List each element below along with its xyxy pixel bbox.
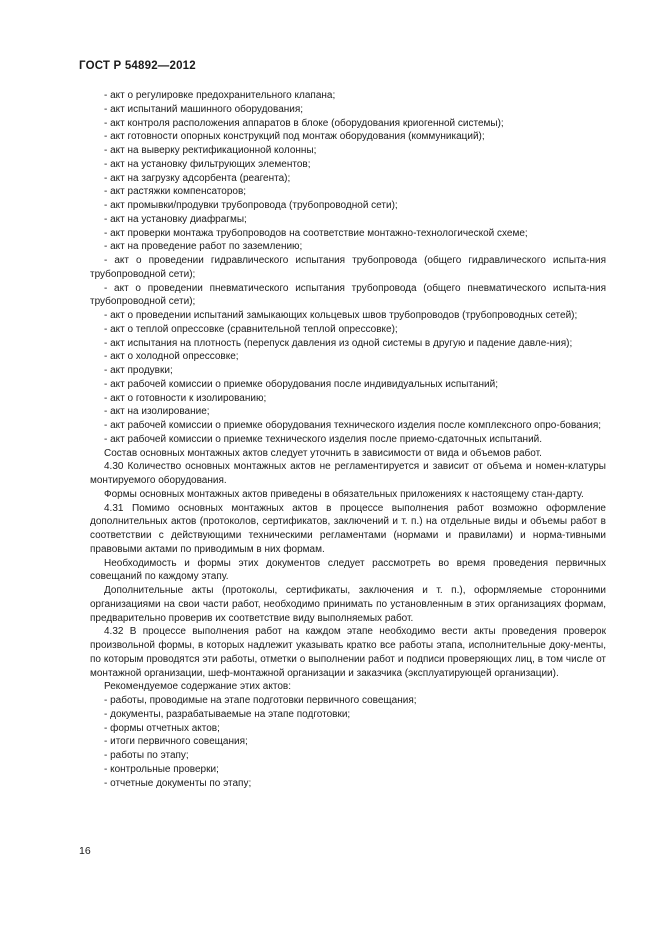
list-item: - акт контроля расположения аппаратов в блоке (оборудования криогенной системы); xyxy=(104,117,504,129)
list-item: - акт испытания на плотность (перепуск давления из одной системы в другую и падение давле-ния); xyxy=(104,337,573,349)
list-item: - акт о регулировке предохранительного клапана; xyxy=(104,90,336,101)
list-item: - документы, разрабатываемые на этапе подготовки; xyxy=(104,708,351,720)
document-header: ГОСТ Р 54892—2012 xyxy=(79,60,196,72)
list-item: - акт рабочей комиссии о приемке оборудования после индивидуальных испытаний; xyxy=(104,378,498,390)
paragraph: Формы основных монтажных актов приведены в обязательных приложениях к настоящему стан-дарту. xyxy=(104,488,584,500)
paragraph: Состав основных монтажных актов следует уточнить в зависимости от вида и объемов работ. xyxy=(104,447,542,459)
list-item: - акт о готовности к изолированию; xyxy=(104,392,267,404)
list-item: - акт о теплой опрессовке (сравнительной теплой опрессовке); xyxy=(104,323,398,335)
list-item: - акт на выверку ректификационной колонны; xyxy=(104,145,317,156)
section-4-32: 4.32 В процессе выполнения работ на каждом этапе необходимо вести акты проведения проверок произвольной формы, в которых надлежит указывать кратко все работы этапа, исполнительные доку-менты, по которым проводятся эти работы, отметки о выполнении работ и подписи проверяющих лиц, в том числе от монтажной организации, шеф-монтажной организации и заказчика (эксплуатирующей организации). xyxy=(90,626,606,679)
list-item: - акт растяжки компенсаторов; xyxy=(104,186,247,198)
list-item: - контрольные проверки; xyxy=(104,763,219,775)
list-item: - акт о проведении гидравлического испытания трубопровода (общего гидравлического испыта-ния трубопроводной сети); xyxy=(90,255,606,280)
list-item: - акт на изолирование; xyxy=(104,406,210,418)
list-item: - акт продувки; xyxy=(104,365,173,376)
list-item: - отчетные документы по этапу; xyxy=(104,777,252,789)
paragraph: Рекомендуемое содержание этих актов: xyxy=(104,681,291,693)
list-item: - акт на установку диафрагмы; xyxy=(104,213,247,225)
list-item: - акт о проведении испытаний замыкающих кольцевых швов трубопроводов (трубопроводных сетей); xyxy=(104,310,578,321)
list-item: - акт рабочей комиссии о приемке оборудования технического изделия после комплексного опро-бования; xyxy=(104,420,602,431)
section-4-30: 4.30 Количество основных монтажных актов не регламентируется и зависит от объема и номен-клатуры монтируемого оборудования. xyxy=(90,461,606,486)
list-item: - формы отчетных актов; xyxy=(104,722,220,734)
section-4-31: 4.31 Помимо основных монтажных актов в процессе выполнения работ возможно оформление дополнительных актов (протоколов, сертификатов, заключений и т. п.) на отдельные виды и объемы работ в соответствии с действующими техническими регламентами (нормами и правилами) и норма-тивными правовыми актами по приводимым в них формам. xyxy=(90,502,606,555)
list-item: - акт о холодной опрессовке; xyxy=(104,351,239,363)
list-item: - итоги первичного совещания; xyxy=(104,736,248,748)
list-item: - акт рабочей комиссии о приемке технического изделия после приемо-сдаточных испытаний. xyxy=(104,433,543,445)
list-item: - работы, проводимые на этапе подготовки первичного совещания; xyxy=(104,695,417,706)
list-item: - акт готовности опорных конструкций под монтаж оборудования (коммуникаций); xyxy=(104,131,485,143)
list-item: - акт промывки/продувки трубопровода (трубопроводной сети); xyxy=(104,200,398,211)
list-item: - акт на загрузку адсорбента (реагента); xyxy=(104,172,291,184)
list-item: - акт о проведении пневматического испытания трубопровода (общего пневматического испыта-ния трубопроводной сети); xyxy=(90,282,606,308)
paragraph: Необходимость и формы этих документов следует рассмотреть во время проведения первичных совещаний по каждому этапу. xyxy=(90,557,606,583)
list-item: - акт испытаний машинного оборудования; xyxy=(104,103,304,115)
list-item: - акт на установку фильтрующих элементов; xyxy=(104,158,311,170)
list-item: - акт на проведение работ по заземлению; xyxy=(104,241,303,253)
list-item: - акт проверки монтажа трубопроводов на соответствие монтажно-технологической схеме; xyxy=(104,227,528,239)
page-number: 16 xyxy=(79,845,91,857)
paragraph: Дополнительные акты (протоколы, сертификаты, заключения и т. п.), оформляемые сторонними организациями на свои части работ, необходимо принимать по установленным в этих организациях формам, предварительно проверив их соответствие виду выполняемых работ. xyxy=(90,585,606,624)
page-body xyxy=(90,89,606,790)
list-item: - работы по этапу; xyxy=(104,750,189,761)
